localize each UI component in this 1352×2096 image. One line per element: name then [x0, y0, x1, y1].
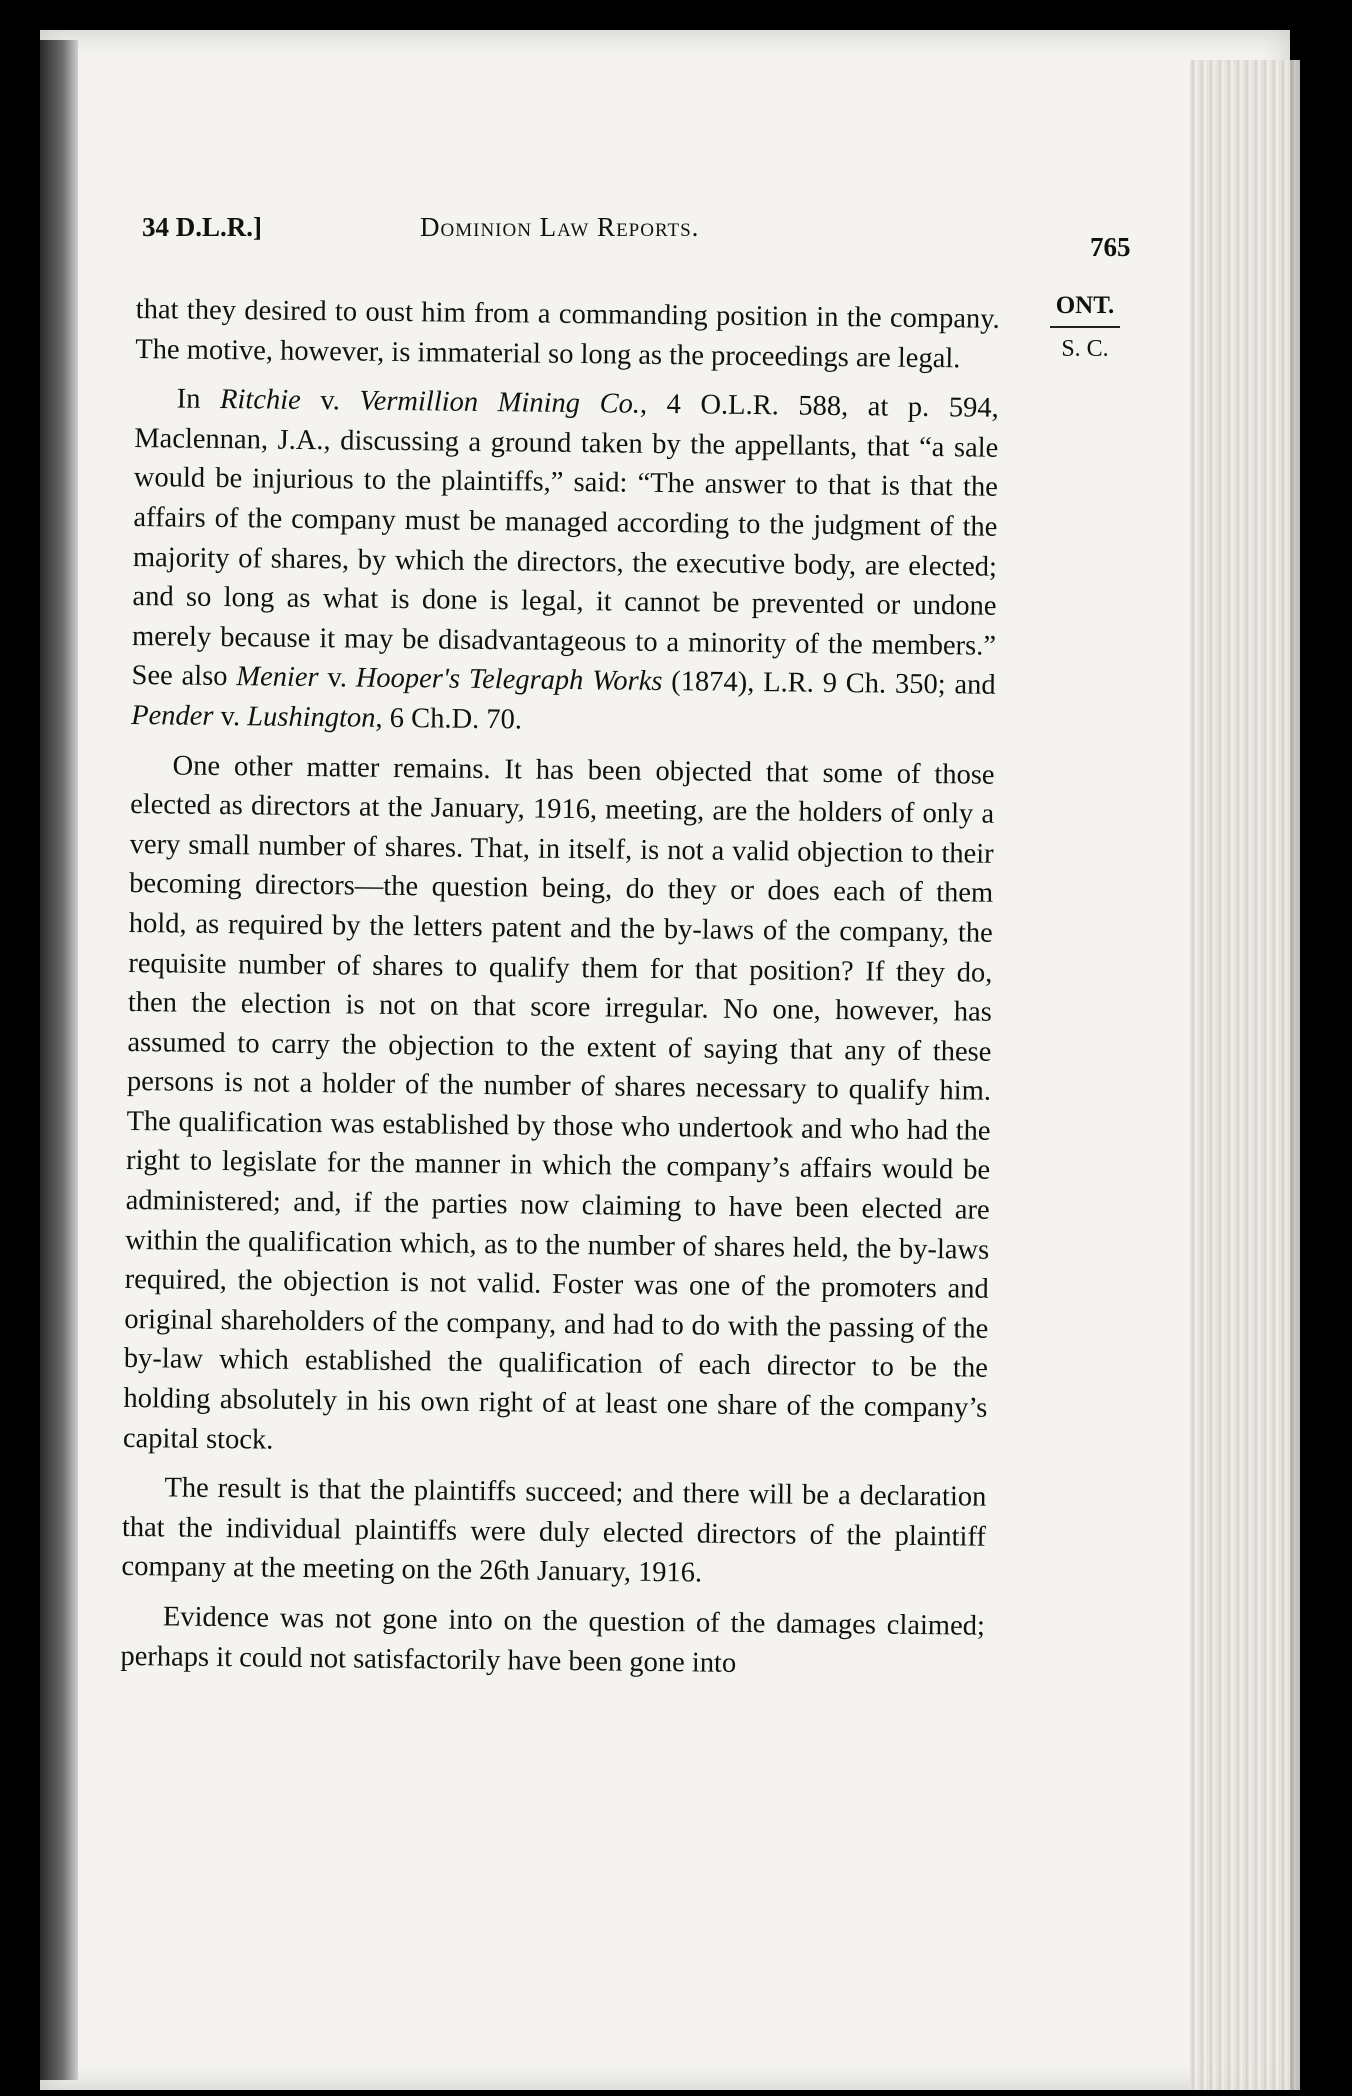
jurisdiction-label: ONT.: [1050, 292, 1120, 328]
paragraph-2-text: v.: [318, 662, 356, 694]
paragraph-3: One other matter remains. It has been objected that some of those elected as directors at the January, 1916, meeting, are the holders of only a very small number of shares. That, in itself, is not a valid objection to their becoming directors—the question being, do they or does each of them hold, as required by the letters patent and the by-laws of the company, the requisite number of shares to qualify them for that position? If they do, then the election is not on that score irregular. No one, however, has assumed to carry the objection to the extent of saying that any of these persons is not a holder of the number of shares necessary to qualify him. The qualification was established by those who undertook and who had the right to legislate for the manner in which the company’s affairs would be administered; and, if the parties now claiming to have been elected are within the qualification which, as to the number of shares held, the by-laws required, the objection is not valid. Foster was one of the promoters and original shareholders of the company, and had to do with the passing of the by-law which established the qualification of each director to be the holding absolutely in his own right of at least one share of the company’s capital stock.: [122, 749, 995, 1456]
page-edges: [1190, 60, 1300, 2090]
paragraph-2-text: v.: [300, 385, 360, 417]
paragraph-2-text: In: [176, 383, 221, 416]
paragraph-2-text: , 4 O.L.R. 588, at p. 594, Maclennan, J.A., discussing a ground taken by the appellants, that “a sale would be injurious to the plaintiffs,” said: “The answer to that is that the affairs of the company must be managed according to the judgment of the majority of shares, by which the directors, the executive body, are elected; and so long as what is done is legal, it cannot be prevented or undone merely because it may be disadvantageous to a minority of the members.” See also: [131, 388, 999, 693]
report-title: Dominion Law Reports.: [420, 212, 700, 242]
case-name: Ritchie: [219, 384, 301, 417]
body-text: [120, 290, 1000, 1686]
case-name: Hooper's Telegraph Works: [355, 662, 663, 698]
court-label: S. C.: [1061, 336, 1109, 362]
paragraph-2-text: v.: [213, 700, 248, 733]
paragraph-5: Evidence was not gone into on the question of the damages claimed; perhaps it could not satisfactorily have been gone into: [120, 1601, 986, 1679]
case-name: Vermillion Mining Co.: [359, 385, 641, 420]
case-name: Menier: [236, 661, 319, 694]
binding-shadow: [40, 40, 78, 2080]
case-name: Lushington: [247, 701, 376, 734]
margin-note: [1050, 292, 1120, 363]
scan-background-right: [1298, 0, 1352, 2096]
paragraph-2-text: , 6 Ch.D. 70.: [375, 702, 523, 736]
running-header: [142, 212, 1152, 262]
page-number: 765: [1090, 232, 1131, 262]
paragraph-4: The result is that the plaintiffs succeed; and there will be a declaration that the individual plaintiffs were duly elected directors of the plaintiff company at the meeting on the 26th January, 1916.: [121, 1472, 987, 1589]
volume-reference: 34 D.L.R.]: [142, 212, 262, 242]
paragraph-1: that they desired to oust him from a commanding position in the company. The motive, however, is immaterial so long as the proceedings are legal.: [135, 293, 1000, 374]
case-name: Pender: [130, 699, 214, 732]
paragraph-2-text: (1874), L.R. 9 Ch. 350; and: [662, 666, 996, 702]
paragraph-2: [131, 379, 999, 745]
